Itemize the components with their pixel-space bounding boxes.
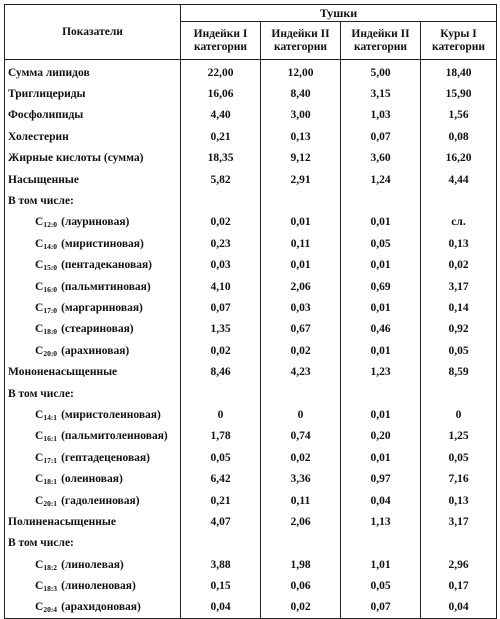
value-cell: 0,03 [261, 297, 341, 318]
table-row [5, 361, 497, 382]
value-cell: 0,07 [181, 297, 261, 318]
value-cell [341, 383, 421, 404]
table-row [5, 575, 497, 596]
acid-formula-subscript: 15:0 [43, 263, 58, 273]
header-col-2: Индейки II категории [261, 22, 341, 60]
value-cell: 3,17 [421, 276, 497, 297]
value-cell: 0,05 [341, 575, 421, 596]
value-cell: 1,13 [341, 511, 421, 532]
document-page [4, 4, 496, 619]
value-cell: 16,20 [421, 148, 497, 169]
acid-symbol: C [35, 344, 44, 357]
acid-symbol: C [35, 301, 44, 314]
table-row [5, 212, 497, 233]
table-row [5, 447, 497, 468]
value-cell [181, 383, 261, 404]
acid-symbol: C [35, 237, 44, 250]
acid-name: (пальмитолеиновая) [61, 430, 168, 443]
table-row [5, 148, 497, 169]
value-cell: 0,20 [341, 426, 421, 447]
value-cell: 0,04 [341, 490, 421, 511]
value-cell: 4,10 [181, 276, 261, 297]
value-cell: 4,23 [261, 361, 341, 382]
value-cell: 0,06 [261, 575, 341, 596]
value-cell: 8,46 [181, 361, 261, 382]
acid-name: (олеиновая) [61, 473, 123, 486]
value-cell: 18,40 [421, 60, 497, 84]
value-cell: 0,15 [181, 575, 261, 596]
row-label: Жирные кислоты (сумма) [5, 148, 181, 169]
value-cell: 2,91 [261, 169, 341, 190]
row-label: В том числе: [5, 533, 181, 554]
table-row [5, 319, 497, 340]
value-cell: 1,98 [261, 554, 341, 575]
acid-name: (стеариновая) [61, 323, 134, 336]
acid-formula-subscript: 18:1 [43, 477, 58, 487]
row-label: Триглицериды [5, 83, 181, 104]
value-cell: 2,06 [261, 511, 341, 532]
row-label [5, 212, 181, 233]
value-cell: 0,01 [261, 255, 341, 276]
value-cell: 4,44 [421, 169, 497, 190]
acid-name: (миристиновая) [61, 237, 144, 250]
table-row [5, 255, 497, 276]
table-row [5, 276, 497, 297]
header-indicator: Показатели [5, 5, 181, 60]
value-cell: 0 [421, 404, 497, 425]
acid-name: (миристолеиновая) [61, 408, 161, 421]
table-row [5, 533, 497, 554]
row-label [5, 276, 181, 297]
row-label: Сумма липидов [5, 60, 181, 84]
value-cell [181, 190, 261, 211]
acid-symbol: C [35, 216, 44, 229]
value-cell: 0,05 [421, 340, 497, 361]
value-cell: 0,03 [181, 255, 261, 276]
value-cell: 8,40 [261, 83, 341, 104]
value-cell: 0,04 [181, 597, 261, 619]
value-cell: 0,08 [421, 126, 497, 147]
acid-formula-subscript: 14:1 [43, 412, 58, 422]
table-row [5, 340, 497, 361]
table-row [5, 383, 497, 404]
value-cell: 6,42 [181, 468, 261, 489]
table-header [5, 5, 497, 60]
value-cell: 0,11 [261, 233, 341, 254]
value-cell: 2,06 [261, 276, 341, 297]
acid-symbol: C [35, 280, 44, 293]
row-label: В том числе: [5, 190, 181, 211]
value-cell [261, 533, 341, 554]
value-cell: 0,05 [421, 447, 497, 468]
value-cell: 0,17 [421, 575, 497, 596]
value-cell: 0,05 [181, 447, 261, 468]
value-cell: 0,02 [181, 212, 261, 233]
value-cell: 0,04 [421, 597, 497, 619]
row-label [5, 297, 181, 318]
row-label [5, 404, 181, 425]
value-cell: 1,23 [341, 361, 421, 382]
acid-symbol: C [35, 451, 44, 464]
value-cell: 0,01 [341, 212, 421, 233]
value-cell: 1,78 [181, 426, 261, 447]
acid-name: (маргариновая) [61, 301, 143, 314]
value-cell: 5,82 [181, 169, 261, 190]
value-cell: 16,06 [181, 83, 261, 104]
value-cell: 7,16 [421, 468, 497, 489]
value-cell [261, 190, 341, 211]
table-body [5, 60, 497, 619]
value-cell: 12,00 [261, 60, 341, 84]
value-cell: 0,02 [261, 340, 341, 361]
row-label [5, 447, 181, 468]
value-cell: 0,01 [341, 255, 421, 276]
row-label [5, 426, 181, 447]
row-label [5, 468, 181, 489]
header-col-4: Куры I категории [421, 22, 497, 60]
table-row [5, 60, 497, 84]
value-cell: 3,17 [421, 511, 497, 532]
row-label [5, 554, 181, 575]
row-label [5, 319, 181, 340]
acid-name: (арахидоновая) [61, 601, 141, 614]
acid-formula-subscript: 17:1 [43, 455, 58, 465]
header-col-1: Индейки I категории [181, 22, 261, 60]
acid-formula-subscript: 16:1 [43, 434, 58, 444]
value-cell: 3,00 [261, 105, 341, 126]
acid-formula-subscript: 20:1 [43, 498, 58, 508]
acid-symbol: C [35, 430, 44, 443]
value-cell: 0,23 [181, 233, 261, 254]
value-cell: 0,14 [421, 297, 497, 318]
acid-symbol: C [35, 601, 44, 614]
acid-formula-subscript: 20:4 [43, 605, 58, 615]
value-cell [261, 383, 341, 404]
acid-name: (пентадекановая) [61, 259, 153, 272]
value-cell [421, 533, 497, 554]
acid-name: (лауриновая) [61, 216, 130, 229]
table-row [5, 468, 497, 489]
value-cell [421, 383, 497, 404]
acid-name: (линолевая) [61, 558, 124, 571]
acid-symbol: C [35, 473, 44, 486]
value-cell [181, 533, 261, 554]
value-cell: 0,92 [421, 319, 497, 340]
acid-symbol: C [35, 494, 44, 507]
value-cell: 3,60 [341, 148, 421, 169]
value-cell: 1,56 [421, 105, 497, 126]
value-cell: 0,01 [261, 212, 341, 233]
acid-symbol: C [35, 323, 44, 336]
value-cell: 0,13 [261, 126, 341, 147]
value-cell: 0,11 [261, 490, 341, 511]
row-label: Фосфолипиды [5, 105, 181, 126]
value-cell: сл. [421, 212, 497, 233]
value-cell: 0,97 [341, 468, 421, 489]
table-row [5, 126, 497, 147]
table-row [5, 233, 497, 254]
value-cell: 3,15 [341, 83, 421, 104]
row-label [5, 255, 181, 276]
value-cell: 0 [181, 404, 261, 425]
value-cell: 1,01 [341, 554, 421, 575]
acid-name: (линоленовая) [61, 580, 136, 593]
value-cell: 15,90 [421, 83, 497, 104]
table-row [5, 554, 497, 575]
value-cell: 8,59 [421, 361, 497, 382]
acid-formula-subscript: 18:3 [43, 584, 58, 594]
acid-formula-subscript: 16:0 [43, 284, 58, 294]
table-row [5, 511, 497, 532]
value-cell: 0,05 [341, 233, 421, 254]
lipid-composition-table [4, 4, 497, 619]
row-label: Насыщенные [5, 169, 181, 190]
value-cell [341, 533, 421, 554]
value-cell: 22,00 [181, 60, 261, 84]
value-cell: 0,01 [341, 340, 421, 361]
table-row [5, 190, 497, 211]
value-cell: 1,03 [341, 105, 421, 126]
table-row [5, 490, 497, 511]
row-label [5, 575, 181, 596]
value-cell: 1,25 [421, 426, 497, 447]
value-cell: 5,00 [341, 60, 421, 84]
value-cell: 1,35 [181, 319, 261, 340]
acid-formula-subscript: 18:0 [43, 327, 58, 337]
table-row [5, 83, 497, 104]
value-cell: 0,02 [181, 340, 261, 361]
value-cell: 9,12 [261, 148, 341, 169]
acid-symbol: C [35, 259, 44, 272]
table-row [5, 169, 497, 190]
value-cell: 0,02 [261, 597, 341, 619]
acid-symbol: C [35, 558, 44, 571]
value-cell: 0,21 [181, 490, 261, 511]
value-cell: 0,01 [341, 404, 421, 425]
header-group-carcasses: Тушки [181, 5, 497, 22]
header-col-3: Индейки II категории [341, 22, 421, 60]
acid-symbol: C [35, 580, 44, 593]
value-cell: 0,13 [421, 490, 497, 511]
value-cell: 4,40 [181, 105, 261, 126]
value-cell [421, 190, 497, 211]
row-label: Мононенасыщенные [5, 361, 181, 382]
value-cell: 0,13 [421, 233, 497, 254]
table-row [5, 297, 497, 318]
value-cell: 1,24 [341, 169, 421, 190]
value-cell: 0,67 [261, 319, 341, 340]
value-cell: 0,02 [261, 447, 341, 468]
value-cell: 18,35 [181, 148, 261, 169]
value-cell: 0,01 [341, 297, 421, 318]
row-label [5, 233, 181, 254]
acid-name: (пальмитиновая) [61, 280, 151, 293]
row-label [5, 340, 181, 361]
row-label: Холестерин [5, 126, 181, 147]
value-cell: 0,02 [421, 255, 497, 276]
row-label: Полиненасыщенные [5, 511, 181, 532]
row-label: В том числе: [5, 383, 181, 404]
acid-symbol: C [35, 408, 44, 421]
acid-name: (гептадеценовая) [61, 451, 150, 464]
value-cell: 0,69 [341, 276, 421, 297]
value-cell: 3,36 [261, 468, 341, 489]
acid-formula-subscript: 17:0 [43, 305, 58, 315]
acid-formula-subscript: 12:0 [43, 220, 58, 230]
table-row [5, 426, 497, 447]
table-row [5, 404, 497, 425]
row-label [5, 490, 181, 511]
acid-formula-subscript: 18:2 [43, 562, 58, 572]
value-cell: 0 [261, 404, 341, 425]
value-cell: 0,07 [341, 597, 421, 619]
value-cell: 0,46 [341, 319, 421, 340]
acid-name: (арахиновая) [61, 344, 130, 357]
acid-name: (гадолеиновая) [61, 494, 140, 507]
value-cell: 0,01 [341, 447, 421, 468]
value-cell: 3,88 [181, 554, 261, 575]
value-cell [341, 190, 421, 211]
value-cell: 2,96 [421, 554, 497, 575]
value-cell: 0,21 [181, 126, 261, 147]
table-row [5, 105, 497, 126]
value-cell: 0,74 [261, 426, 341, 447]
acid-formula-subscript: 14:0 [43, 241, 58, 251]
value-cell: 0,07 [341, 126, 421, 147]
acid-formula-subscript: 20:0 [43, 348, 58, 358]
value-cell: 4,07 [181, 511, 261, 532]
